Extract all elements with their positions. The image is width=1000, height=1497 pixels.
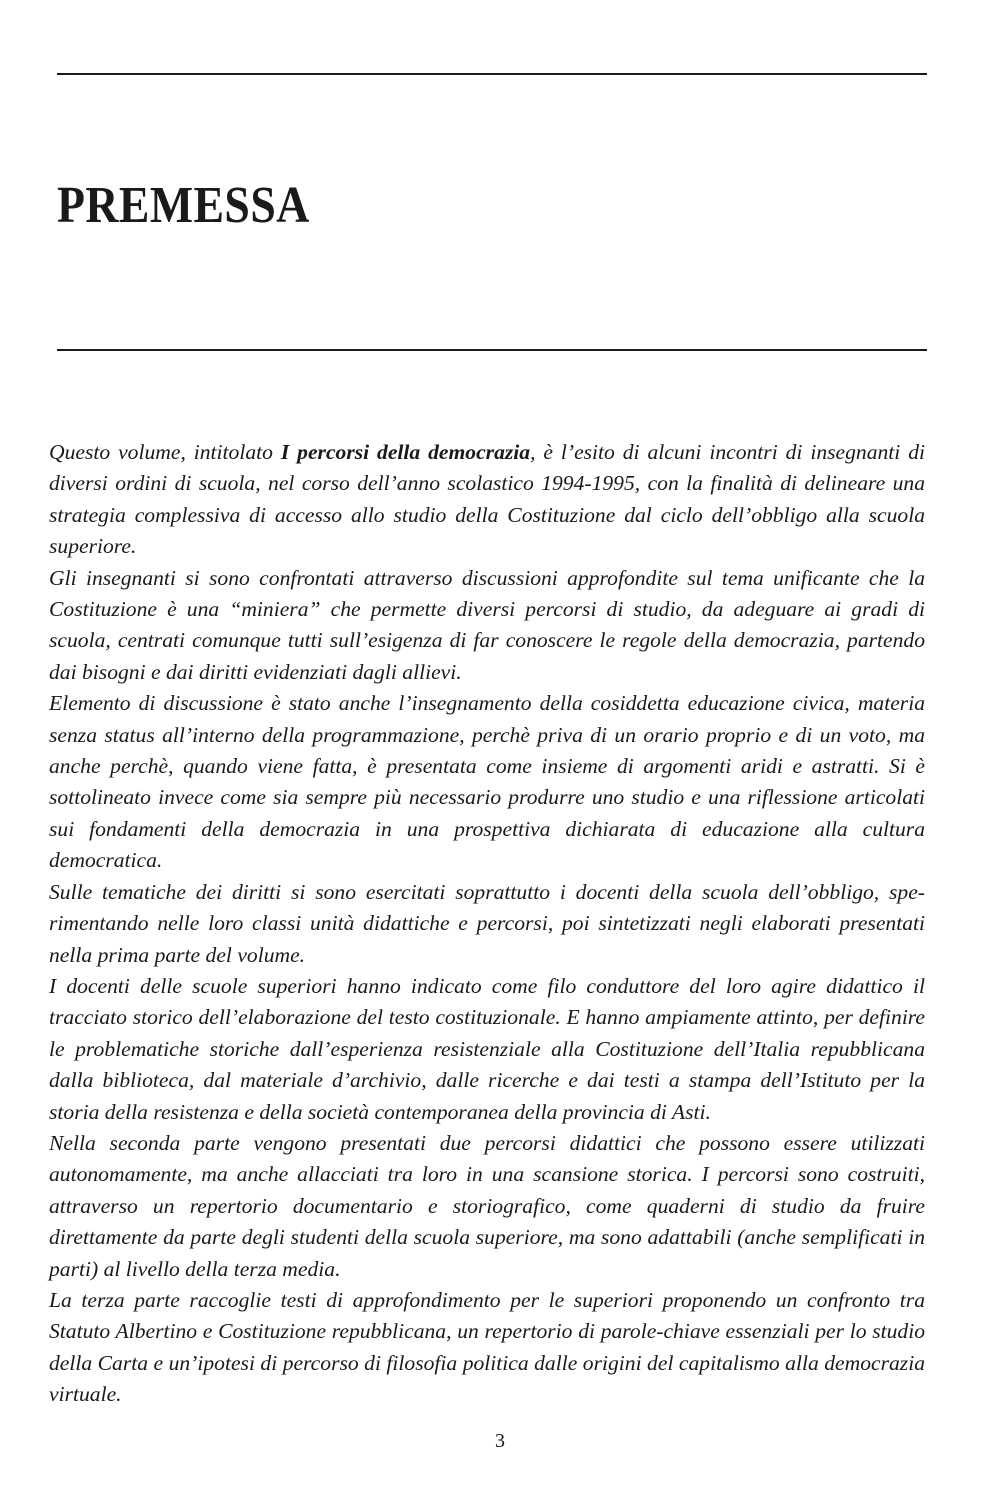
book-title: I percorsi della democrazia — [280, 440, 531, 464]
top-rule — [57, 73, 927, 75]
paragraph-civic-education: Elemento di discussione è stato anche l’insegnamento della cosiddetta educazione civica, materia senza status all’interno della programmazione, perchè priva di un orario proprio e di un voto, ma anche perchè, quando viene fatta, è presentata come insieme di argomenti aridi e astratti. Si è sottolineato invece come sia sempre più necessario produrre uno studio e una riflessione articolati sui fondamenti della democrazia in una prospettiva dichiarata di educazione alla cultura democratica. — [49, 691, 925, 873]
title-rule — [57, 349, 927, 351]
page-title: PREMESSA — [57, 177, 310, 234]
paragraph-upper-schools: I docenti delle scuole superiori hanno indicato come filo conduttore del loro agire didattico il tracciato storico dell’elaborazione del testo costituzionale. E hanno ampiamente attinto, per definire le problematiche storiche dall’esperienza resistenziale alla Costituzione dell’Italia repubblicana dalla biblioteca, dal materiale d’archivio, dalle ricerche e dai testi a stampa dell’Istituto per la storia della resistenza e della società contemporanea della provincia di Asti. — [49, 973, 925, 1124]
page-number: 3 — [495, 1430, 505, 1452]
body-text — [49, 437, 925, 1411]
paragraph-second-part: Nella seconda parte vengono presentati due percorsi didattici che possono essere utilizzati autonomamente, ma anche allacciati tra loro in una scansione storica. I percorsi sono costruiti, attraverso un repertorio documentario e storiografico, come quaderni di studio da fruire direttamente da parte degli studenti della scuola superiore, ma sono adattabili (anche semplificati in parti) al livello della terza media. — [49, 1130, 925, 1281]
paragraph-rights: Sulle tematiche dei diritti si sono esercitati soprattutto i docenti della scuola dell’obbligo, sperimentando nelle loro classi unità didattiche e percorsi, poi sintetizzati negli elaborati presentati nella prima parte del volume. — [49, 879, 925, 967]
paragraph-intro-lead: Questo volume, intitolato — [49, 440, 281, 464]
paragraph-discussions: Gli insegnanti si sono confrontati attraverso discussioni approfondite sul tema unificante che la Costituzione è una “miniera” che permette diversi percorsi di studio, da adeguare ai gradi di scuola, centrati comunque tutti sull’esigenza di far conoscere le regole della democrazia, partendo dai bisogni e dai diritti evidenziati dagli allievi. — [49, 565, 925, 684]
paragraph-third-part: La terza parte raccoglie testi di approfondimento per le superiori proponendo un confronto tra Statuto Albertino e Costituzione repubblicana, un repertorio di parole-chiave essenziali per lo studio della Carta e un’ipotesi di percorso di filosofia politica dalle origini del capitalismo alla democrazia virtuale. — [49, 1287, 925, 1407]
paragraph-intro-rest: , è l’esito di alcuni incontri di insegnanti di diversi ordini di scuola, nel corso dell’anno scolastico 1994-1995, con la finalità di delineare una strategia complessiva di accesso allo studio della Costituzione dal ciclo dell’obbligo alla scuola superiore. — [49, 440, 925, 559]
paragraph-intro — [49, 437, 925, 563]
